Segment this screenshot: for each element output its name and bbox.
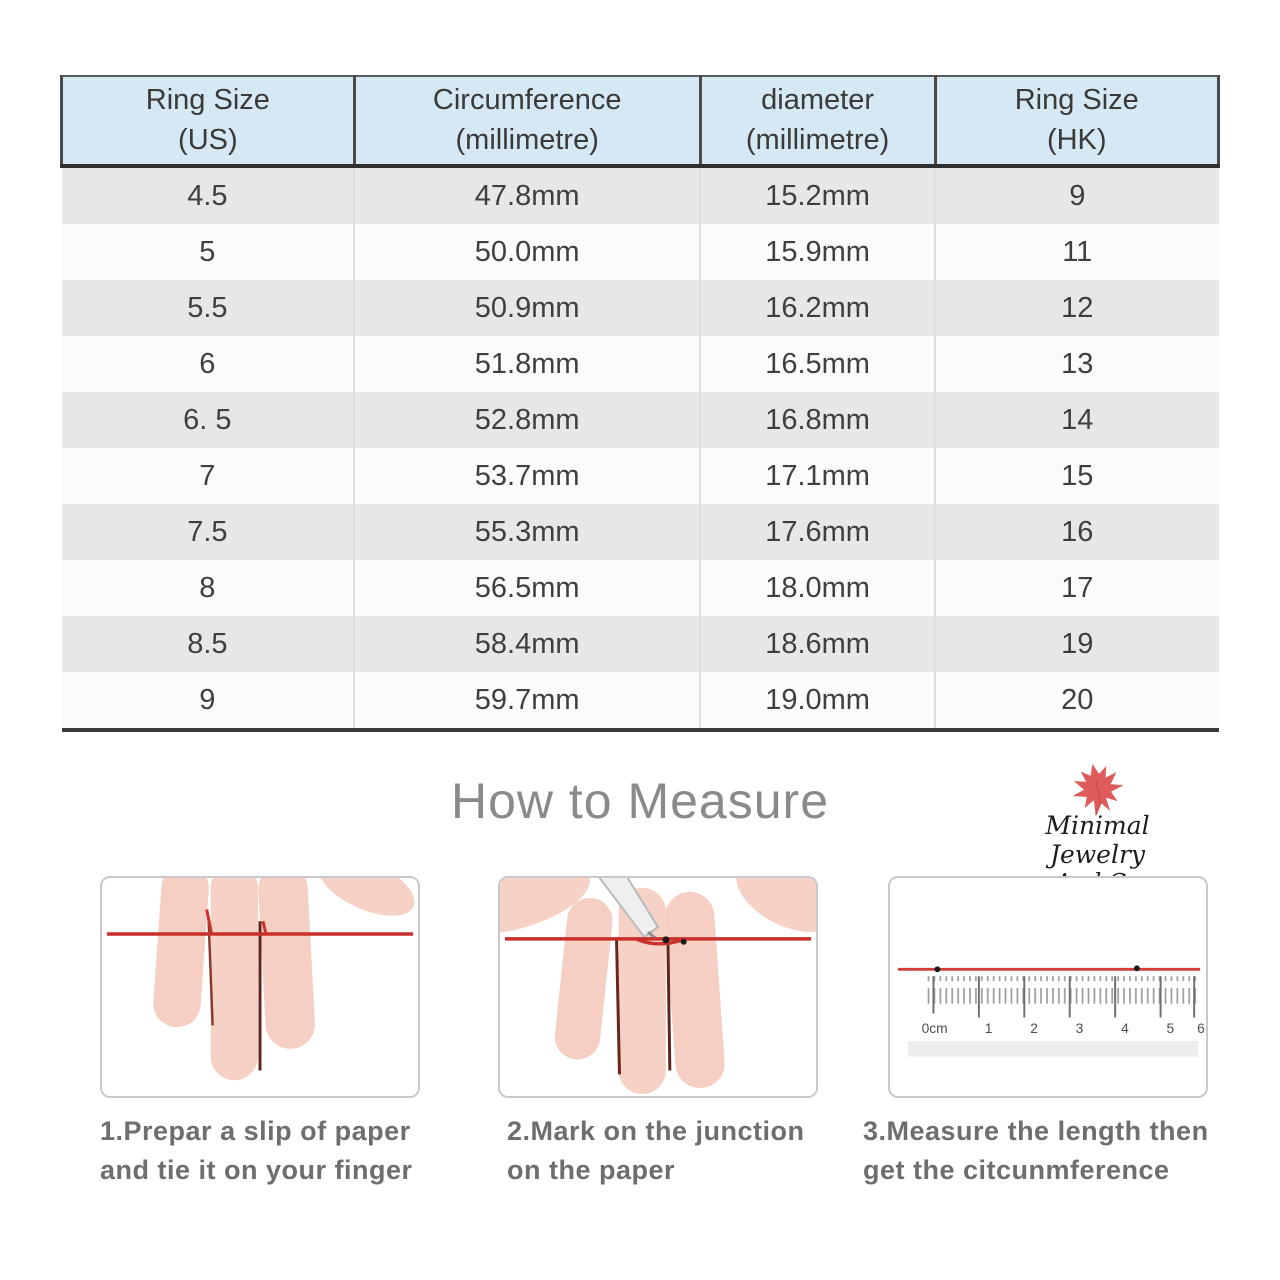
cell-diameter: 15.2mm: [700, 166, 935, 224]
table-row: [62, 672, 1219, 730]
cell-hk: 9: [935, 166, 1218, 224]
ruler-label-1: 1: [984, 1021, 993, 1037]
ruler-label-0cm: 0cm: [921, 1021, 948, 1037]
how-to-measure-title: How to Measure: [450, 773, 830, 829]
cell-hk: 19: [935, 616, 1218, 672]
cell-diameter: 17.1mm: [700, 448, 935, 504]
cell-us: 4.5: [187, 179, 228, 212]
step1-illustration-panel: [100, 876, 420, 1098]
step2-illustration-panel: [498, 876, 818, 1098]
step3-caption-line1: 3.Measure the length then: [863, 1116, 1209, 1146]
cell-circumference: 50.0mm: [354, 224, 700, 280]
cell-diameter: 19.0mm: [700, 672, 935, 730]
header-line: (millimetre): [455, 123, 599, 156]
step2-caption-line2: on the paper: [507, 1155, 676, 1186]
cell-circumference: 47.8mm: [354, 166, 700, 224]
table-row: [62, 448, 1219, 504]
column-header-ring-size-us: [62, 76, 355, 166]
cell-circumference: 59.7mm: [354, 672, 700, 730]
step1-caption-line2: and tie it on your finger: [100, 1155, 413, 1186]
ruler-measurement-illustration: [890, 878, 1206, 1096]
cell-circumference: 56.5mm: [354, 560, 700, 616]
table-row: [62, 280, 1219, 336]
ruler-label-3: 3: [1075, 1021, 1084, 1037]
cell-circumference: 53.7mm: [354, 448, 700, 504]
cell-circumference: 51.8mm: [354, 336, 700, 392]
cell-us: 8.5: [187, 627, 228, 660]
table-row: [62, 560, 1219, 616]
header-line: (HK): [1046, 123, 1107, 156]
table-row: [62, 166, 1219, 224]
header-line: (US): [178, 123, 238, 156]
cell-us: 6: [199, 347, 216, 380]
cell-hk: 12: [935, 280, 1218, 336]
cell-hk: 11: [935, 224, 1218, 280]
cell-hk: 13: [935, 336, 1218, 392]
header-line: Ring Size: [1014, 84, 1139, 117]
step3-caption-line2: get the citcunmference: [863, 1155, 1170, 1186]
table-row: [62, 336, 1219, 392]
cell-diameter: 17.6mm: [700, 504, 935, 560]
table-row: [62, 392, 1219, 448]
cell-hk: 14: [935, 392, 1218, 448]
ring-size-table: [60, 75, 1220, 732]
cell-diameter: 15.9mm: [700, 224, 935, 280]
logo-text-line1: Minimal Jewelry: [1045, 811, 1150, 869]
cell-us: 9: [199, 683, 216, 716]
step2-caption: [507, 1112, 847, 1190]
cell-circumference: 55.3mm: [354, 504, 700, 560]
table-row: [62, 224, 1219, 280]
cell-hk: 17: [935, 560, 1218, 616]
column-header-ring-size-hk: [935, 76, 1218, 166]
cell-us: 8: [199, 571, 216, 604]
cell-diameter: 16.2mm: [700, 280, 935, 336]
cell-hk: 16: [935, 504, 1218, 560]
ruler-label-4: 4: [1121, 1021, 1129, 1037]
column-header-circumference: [354, 76, 700, 166]
table-row: [62, 504, 1219, 560]
header-line: Circumference: [432, 84, 622, 117]
cell-us: 5.5: [187, 291, 228, 324]
table-body: [62, 166, 1219, 730]
table-header-row: [62, 76, 1219, 166]
cell-diameter: 16.5mm: [700, 336, 935, 392]
header-line: diameter: [761, 84, 874, 117]
cell-us: 7: [199, 459, 216, 492]
column-header-diameter: [700, 76, 935, 166]
cell-circumference: 50.9mm: [354, 280, 700, 336]
cell-circumference: 52.8mm: [354, 392, 700, 448]
hand-with-pen-marking-illustration: [500, 878, 816, 1096]
cell-diameter: 18.0mm: [700, 560, 935, 616]
step3-caption: [863, 1112, 1263, 1190]
cell-diameter: 18.6mm: [700, 616, 935, 672]
step2-caption-line1: 2.Mark on the junction: [507, 1116, 805, 1146]
maple-leaf-icon: [1067, 762, 1129, 818]
cell-hk: 20: [935, 672, 1218, 730]
ruler-label-6: 6: [1197, 1021, 1205, 1037]
step1-caption-line1: 1.Prepar a slip of paper: [100, 1116, 411, 1146]
cell-diameter: 16.8mm: [700, 392, 935, 448]
ruler-label-5: 5: [1166, 1021, 1175, 1037]
cell-circumference: 58.4mm: [354, 616, 700, 672]
cell-hk: 15: [935, 448, 1218, 504]
cell-us: 7.5: [187, 515, 228, 548]
ruler-label-2: 2: [1030, 1021, 1038, 1037]
step3-illustration-panel: [888, 876, 1208, 1098]
header-line: Ring Size: [145, 84, 270, 117]
table-row: [62, 616, 1219, 672]
header-line: (millimetre): [745, 123, 890, 156]
cell-us: 5: [199, 235, 216, 268]
table-header: [62, 76, 1219, 166]
cell-us: 6. 5: [183, 403, 232, 436]
hand-with-string-illustration: [102, 878, 418, 1096]
step1-caption: [100, 1112, 460, 1190]
